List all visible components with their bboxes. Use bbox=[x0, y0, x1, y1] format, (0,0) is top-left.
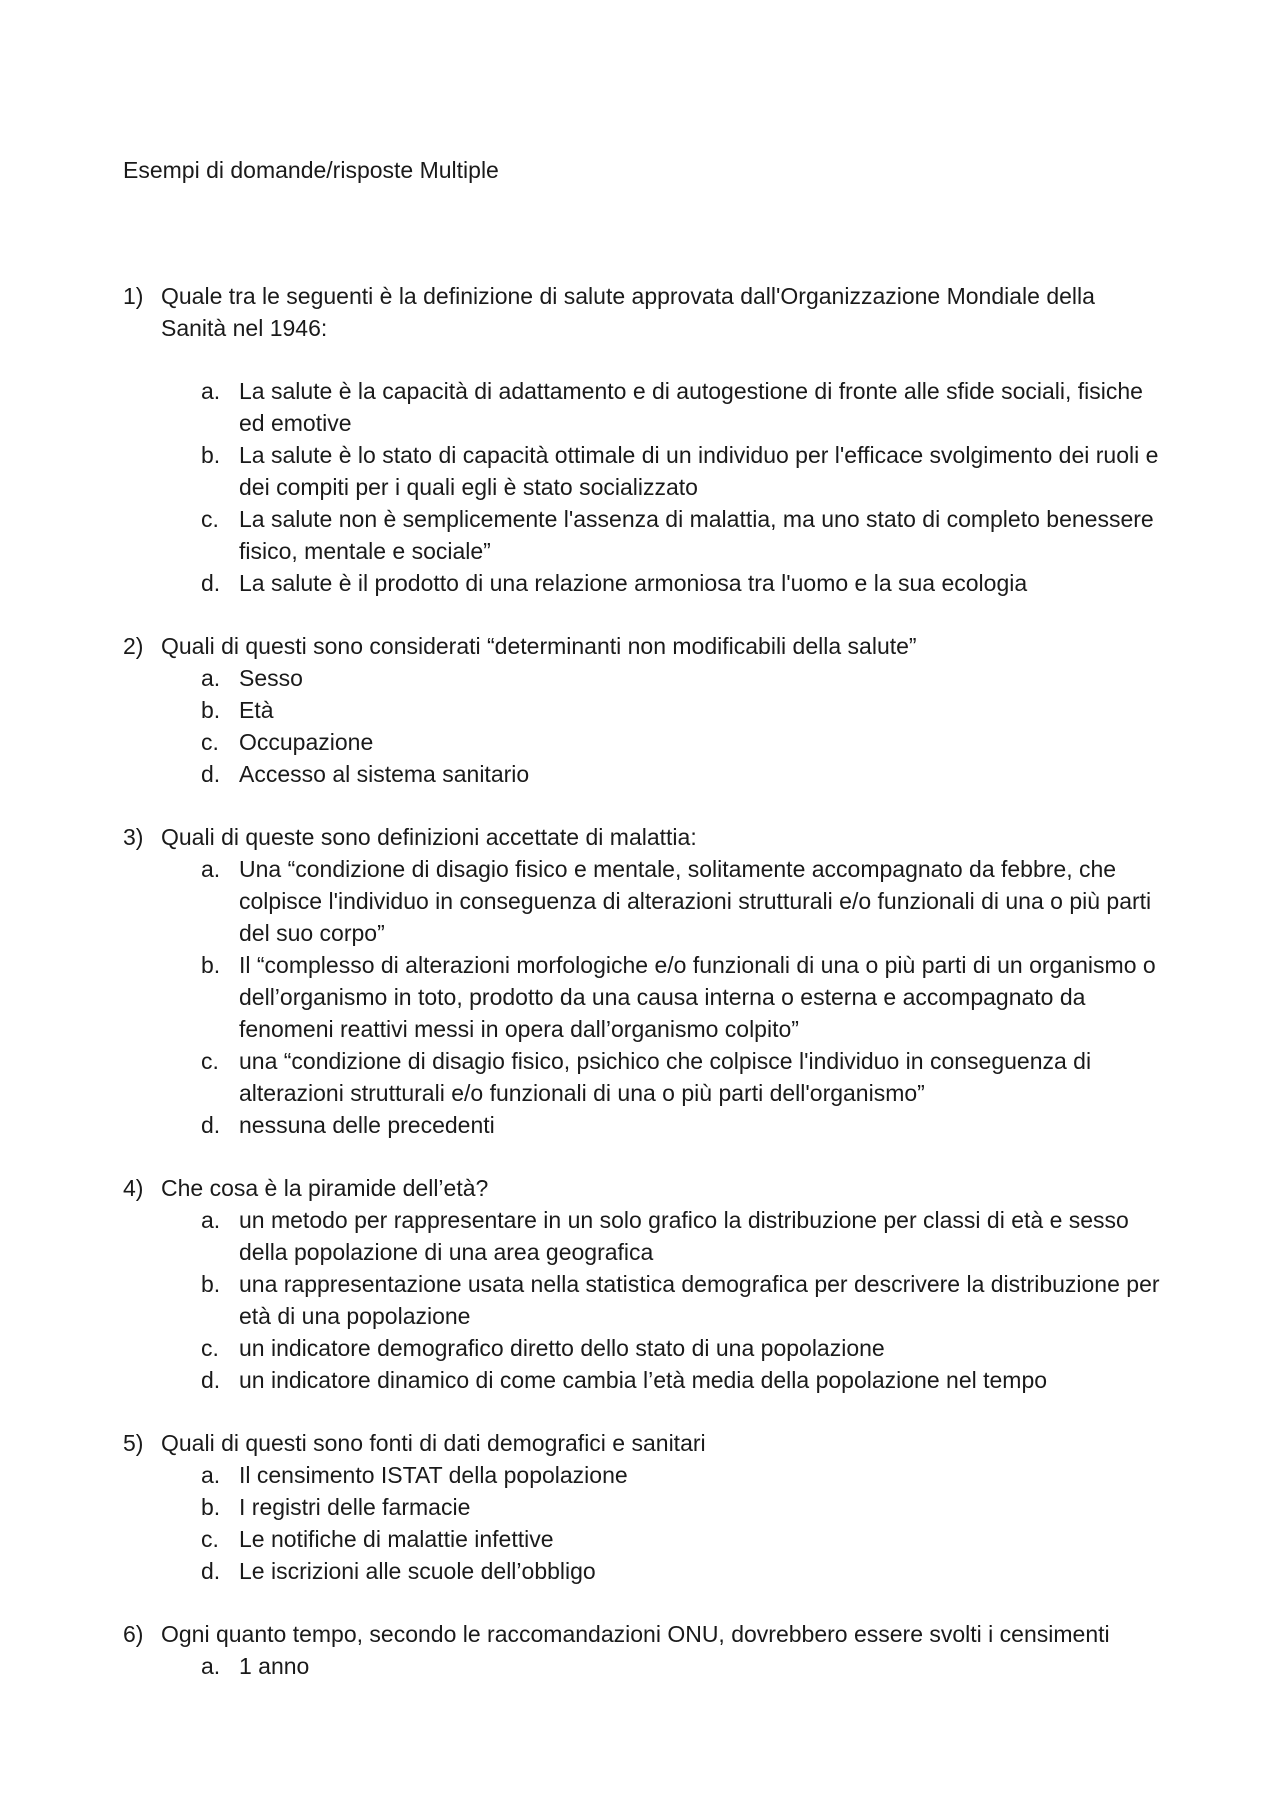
option-c bbox=[201, 503, 1163, 567]
option-text: Il “complesso di alterazioni morfologiche e/o funzionali di una o più parti di un organismo o dell’organismo in toto, prodotto da una causa interna o esterna e accompagnato da fenomeni reattivi messi in opera dall’organismo colpito” bbox=[239, 952, 1156, 1042]
option-letter: a. bbox=[201, 665, 221, 691]
option-a bbox=[201, 1459, 1163, 1491]
option-b bbox=[201, 1268, 1163, 1332]
question-number: 6) bbox=[123, 1621, 144, 1647]
question-number: 4) bbox=[123, 1175, 144, 1201]
option-letter: c. bbox=[201, 1335, 219, 1361]
option-list bbox=[161, 1650, 1163, 1682]
option-letter: a. bbox=[201, 1653, 221, 1679]
question-text: Che cosa è la piramide dell’età? bbox=[161, 1175, 489, 1201]
option-letter: d. bbox=[201, 1558, 221, 1584]
question-1 bbox=[123, 280, 1163, 599]
question-number: 3) bbox=[123, 824, 144, 850]
option-text: Il censimento ISTAT della popolazione bbox=[239, 1462, 628, 1488]
option-text: Età bbox=[239, 697, 274, 723]
question-4 bbox=[123, 1172, 1163, 1396]
option-a bbox=[201, 1204, 1163, 1268]
option-text: Le notifiche di malattie infettive bbox=[239, 1526, 554, 1552]
option-letter: c. bbox=[201, 1526, 219, 1552]
document-title: Esempi di domande/risposte Multiple bbox=[123, 157, 499, 183]
option-text: nessuna delle precedenti bbox=[239, 1112, 495, 1138]
option-c bbox=[201, 1045, 1163, 1109]
option-list bbox=[161, 375, 1163, 599]
option-letter: b. bbox=[201, 952, 221, 978]
option-letter: d. bbox=[201, 761, 221, 787]
option-text: La salute è la capacità di adattamento e di autogestione di fronte alle sfide sociali, fisiche ed emotive bbox=[239, 378, 1143, 436]
option-a bbox=[201, 662, 1163, 694]
option-text: La salute è lo stato di capacità ottimale di un individuo per l'efficace svolgimento dei ruoli e dei compiti per i quali egli è stato socializzato bbox=[239, 442, 1159, 500]
option-c bbox=[201, 1332, 1163, 1364]
option-text: La salute è il prodotto di una relazione armoniosa tra l'uomo e la sua ecologia bbox=[239, 570, 1028, 596]
question-text: Quali di questi sono fonti di dati demografici e sanitari bbox=[161, 1430, 706, 1456]
option-list bbox=[161, 853, 1163, 1141]
option-d bbox=[201, 1109, 1163, 1141]
option-b bbox=[201, 1491, 1163, 1523]
option-c bbox=[201, 1523, 1163, 1555]
question-6 bbox=[123, 1618, 1163, 1682]
option-letter: c. bbox=[201, 1048, 219, 1074]
option-text: un metodo per rappresentare in un solo grafico la distribuzione per classi di età e sesso della popolazione di una area geografica bbox=[239, 1207, 1129, 1265]
option-d bbox=[201, 1364, 1163, 1396]
option-letter: b. bbox=[201, 1494, 221, 1520]
option-list bbox=[161, 1204, 1163, 1396]
option-text: una “condizione di disagio fisico, psichico che colpisce l'individuo in conseguenza di alterazioni strutturali e/o funzionali di una o più parti dell'organismo” bbox=[239, 1048, 1092, 1106]
question-2 bbox=[123, 630, 1163, 790]
option-text: La salute non è semplicemente l'assenza di malattia, ma uno stato di completo benessere fisico, mentale e sociale” bbox=[239, 506, 1154, 564]
question-5 bbox=[123, 1427, 1163, 1587]
question-text: Quali di queste sono definizioni accettate di malattia: bbox=[161, 824, 697, 850]
option-a bbox=[201, 853, 1163, 949]
option-b bbox=[201, 694, 1163, 726]
option-letter: c. bbox=[201, 729, 219, 755]
question-text: Ogni quanto tempo, secondo le raccomandazioni ONU, dovrebbero essere svolti i censimenti bbox=[161, 1621, 1110, 1647]
option-a bbox=[201, 1650, 1163, 1682]
option-text: una rappresentazione usata nella statistica demografica per descrivere la distribuzione per età di una popolazione bbox=[239, 1271, 1160, 1329]
option-letter: d. bbox=[201, 570, 221, 596]
option-text: Sesso bbox=[239, 665, 303, 691]
question-3 bbox=[123, 821, 1163, 1141]
option-list bbox=[161, 662, 1163, 790]
option-b bbox=[201, 949, 1163, 1045]
option-c bbox=[201, 726, 1163, 758]
option-letter: b. bbox=[201, 442, 221, 468]
option-text: Accesso al sistema sanitario bbox=[239, 761, 530, 787]
option-letter: b. bbox=[201, 697, 221, 723]
question-text: Quale tra le seguenti è la definizione di salute approvata dall'Organizzazione Mondiale della Sanità nel 1946: bbox=[161, 283, 1095, 341]
option-letter: c. bbox=[201, 506, 219, 532]
option-text: I registri delle farmacie bbox=[239, 1494, 471, 1520]
option-d bbox=[201, 758, 1163, 790]
option-letter: a. bbox=[201, 1462, 221, 1488]
option-letter: a. bbox=[201, 856, 221, 882]
option-text: un indicatore demografico diretto dello stato di una popolazione bbox=[239, 1335, 885, 1361]
option-letter: a. bbox=[201, 378, 221, 404]
option-list bbox=[161, 1459, 1163, 1587]
question-number: 1) bbox=[123, 283, 144, 309]
option-letter: b. bbox=[201, 1271, 221, 1297]
question-text: Quali di questi sono considerati “determinanti non modificabili della salute” bbox=[161, 633, 917, 659]
question-list bbox=[123, 280, 1163, 1713]
option-text: Le iscrizioni alle scuole dell’obbligo bbox=[239, 1558, 596, 1584]
option-text: un indicatore dinamico di come cambia l’età media della popolazione nel tempo bbox=[239, 1367, 1048, 1393]
option-letter: d. bbox=[201, 1367, 221, 1393]
option-letter: d. bbox=[201, 1112, 221, 1138]
option-a bbox=[201, 375, 1163, 439]
option-d bbox=[201, 1555, 1163, 1587]
option-d bbox=[201, 567, 1163, 599]
question-number: 5) bbox=[123, 1430, 144, 1456]
option-letter: a. bbox=[201, 1207, 221, 1233]
option-text: Una “condizione di disagio fisico e mentale, solitamente accompagnato da febbre, che colpisce l'individuo in conseguenza di alterazioni strutturali e/o funzionali di una o più parti del suo corpo” bbox=[239, 856, 1152, 946]
question-number: 2) bbox=[123, 633, 144, 659]
option-text: 1 anno bbox=[239, 1653, 310, 1679]
option-b bbox=[201, 439, 1163, 503]
option-text: Occupazione bbox=[239, 729, 374, 755]
